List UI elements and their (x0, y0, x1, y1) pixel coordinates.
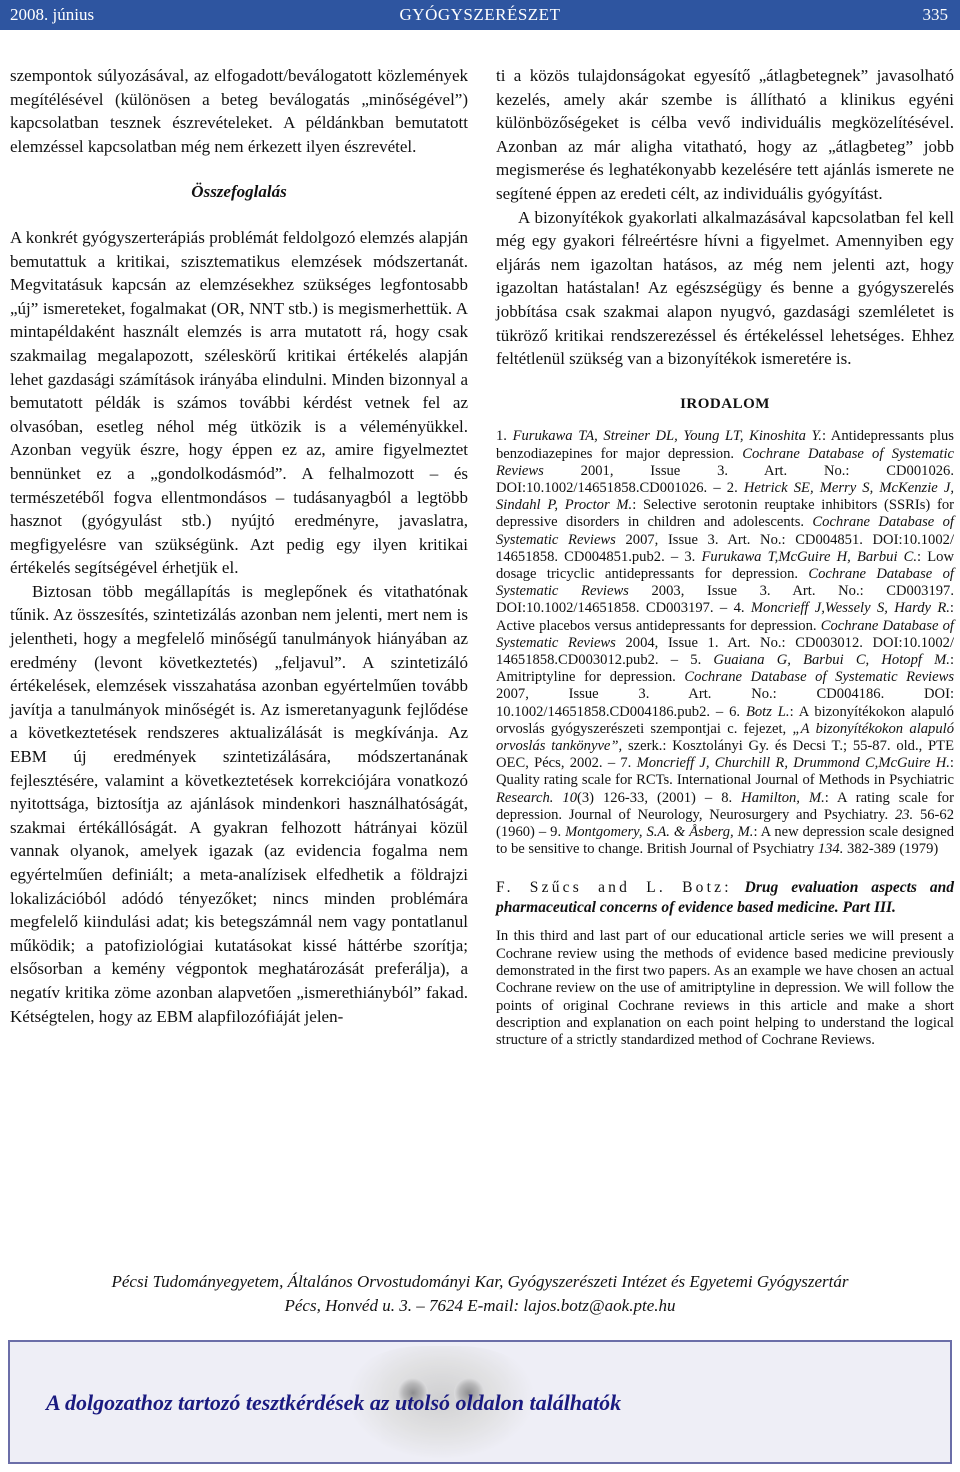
page-number: 335 (922, 5, 948, 24)
paragraph: A bizonyítékok gyakorlati alkalmazásával kapcsolatban fel kell még egy gyakori félreértésre hívni a figyelmet. Amennyiben egy eljárás nem igazoltan hatásos, az még nem jelenti azt, hogy igazoltan hatástalan! Az egészségügy és benne a gyógyszerelés jobbítása csak szakmai alapon nyugvó, gazdasági szemléletet is tükröző kritikai rendszerezéssel és értékeléssel lehetséges. Ehhez feltétlenül szükség van a bizonyítékok ismeretére is. (496, 207, 954, 369)
reference-item: 1. Furukawa TA, Streiner DL, Young LT, Kinoshita Y.: Antidepressants plus benzodiazepines for major depression. Cochrane Database of Systematic Reviews 2001, Issue 3. Art. No.: CD001026. DOI:10.1002/14651858.CD001026. – (496, 428, 954, 496)
summary-authors: F. Szűcs and L. Botz: (496, 879, 732, 897)
references-title: IRODALOM (680, 395, 770, 412)
reference-item: 8. Hamilton, M.: A rating scale for depression. Journal of Neurology, Neurosurgery and Psychiatry. 23. 56-62 (1960) – (496, 789, 955, 840)
issue-date: 2008. június (10, 5, 95, 24)
reference-item: 3. Furukawa T,McGuire H, Barbui C.: Low dosage tricyclic antidepressants for depression. Cochrane Database of Systematic Reviews 2003, Issue 3. Art. No.: CD003197. DOI:10.1002/14651858. CD003197. – (496, 548, 955, 617)
reference-item: 9. Montgomery, S.A. & Åsberg, M.: A new depression scale designed to be sensitive to change. British Journal of Psychiatry 134. 382-389 (1979) (496, 823, 954, 858)
paragraph: A konkrét gyógyszerterápiás problémát feldolgozó elemzés alapján bemutattuk a kritikai, szisztematikus elemzések módszertanát. Megvitatásuk kapcsán az elemzésekhez szükséges legfontosabb „új” ismereteket, fogalmakat (OR, NNT stb.) is megismerhettük. A mintapéldaként használt elemzés is arra mutatott rá, hogy csak szakmailag megalapozott, széleskörű kritikai értékelés alapján lehet gazdasági számítások irányába elindulni. Minden bizonnyal a bemutatott példák is számos további kérdést vetnek fel az olvasóban, esetleg néhol még ütközik is a véleményükkel. Azonban vegyük észre, hogy éppen ez az, amire figyelmeztet bennünket ez a „gondolkodásmód”. A felhalmozott – és természetéből fogva ellentmondásos – tudásanyagból a legtöbb hasznot (gyógyulást stb.) nyújtó eredményre, javaslatra, megfigyelésre van szükségünk. Azt pedig egy ilyen kritikai értékelés segítségével érhetjük el. (10, 227, 468, 578)
english-summary-text: In this third and last part of our educational article series we will present a Cochrane review using the methods of evidence based medicine previously demonstrated in the first two papers. As an example we have chosen an actual Cochrane review on the use of amitriptyline in depression. We will follow the points of original Cochrane reviews in this article and make a short description and explanation on each point helping to understand the logical structure of a strictly standardized method of Cochrane Reviews. (496, 928, 954, 1049)
reference-item: 4. Moncrieff J,Wessely S, Hardy R.: Active placebos versus antidepressants for depression. Cochrane Database of Systematic Reviews 2004, Issue 1. Art. No.: CD003012. DOI:10.1002/ 14651858.CD003012.pub2. – (496, 600, 955, 668)
reference-item: 7. Moncrieff J, Churchill R, Drummond C,McGuire H.: Quality rating scale for RCTs. International Journal of Methods in Psychiatric Research. 10(3) 126-33, (2001) – (496, 755, 954, 806)
reference-list (496, 428, 954, 858)
right-column (496, 64, 954, 1049)
quiz-notice-text: A dolgozathoz tartozó tesztkérdések az utolsó oldalon találhatók (46, 1390, 622, 1415)
section-title: Összefoglalás (191, 182, 287, 202)
left-column (10, 64, 468, 1028)
summary-title: Drug evaluation aspects and pharmaceutical concerns of evidence based medicine. Part III. (496, 879, 955, 917)
journal-name: GYÓGYSZERÉSZET (399, 5, 561, 24)
page-header (0, 0, 960, 30)
paragraph: ti a közös tulajdonságokat egyesítő „átlagbetegnek” javasolható kezelés, amely akár szembe is állítható a klinikus egyéni különbözőségeket is célba vevő individuális megközelítésével. Azonban az már aligha vitatható, hogy az „átlagbeteg” jobb megismerése és leghatékonyabb kezelésére tett ajánlás ismerete ne segítené éppen az eredeti célt, az individuális gyógyítást. (496, 66, 954, 203)
paragraph: Biztosan több megállapítás is meglepőnek és vitathatónak tűnik. Az összesítés, szintetizálás azonban nem jelenti, mert nem is jelentheti, hogy a megfelelő minőségű tanulmányok hiányában az eredmény (levont következtetés) „feljavul”. A szintetizáló értékelések, elemzések visszahatása azonban egyértelműen tovább javítja a tanulmányok minőségét is. Az ismeretanyagunk fejlődése a következtetések rendszeres aktualizálását is megkívánja. Az EBM új eredmények szintetizálására, módszertanának fejlesztésére, valamint a következtetések korrekciójára vonatkozó nyitottsága, biztosítja az ajánlások mindenkori használhatóságát, szakmai értékállóságát. A gyakran felhozott hátrányai közül vannak olyanok, amelyek igazak (az evidencia fogalma nem egyértelműen definiált; a meta-analízisek elfedhetik a földrajzi lokalizációból adódó tényezőket; nincs minden problémára megfelelő kiindulási adat; kis betegszámnál nem vagy pontatlanul működik; a patofiziológiai kutatásokat kissé háttérbe szorítja; elsősorban a kemény végpontok meghatározását preferálja), a negatív kritika zöme azonban alapvetően „ismerethiányból” fakad. Kétségtelen, hogy az EBM alapfilozófiáját jelen- (10, 581, 468, 1026)
quiz-notice-box (8, 1340, 952, 1464)
affiliation-address: Pécs, Honvéd u. 3. – 7624 E-mail: lajos.botz@aok.pte.hu (284, 1296, 676, 1315)
paragraph: szempontok súlyozásával, az elfogadott/beválogatott közlemények megítélésével (különösen a beteg beválogatás „minőségével”) kapcsolatban tesznek észrevételeket. A példánkban bemutatott elemzéssel kapcsolatban még nem érkezett ilyen észrevétel. (10, 66, 468, 156)
reference-item: 5. Guaiana G, Barbui C, Hotopf M.: Amitriptyline for depression. Cochrane Database of Systematic Reviews 2007, Issue 3. Art. No.: CD004186. DOI: 10.1002/14651858.CD004186.pub2. – (496, 651, 954, 720)
author-affiliation (0, 1270, 960, 1318)
reference-item: 6. Botz L.: A bizonyítékokon alapuló orvoslás gyógyszerészeti szempontjai c. fejezet, „A bizonyítékokon alapuló orvoslás tankönyve”, szerk.: Kosztolányi Gy. és Decsi T.; 55-87. old., PTE OEC, Pécs, 2002. – (496, 703, 954, 772)
reference-item: 2. Hetrick SE, Merry S, McKenzie J, Sindahl P, Proctor M.: Selective serotonin reuptake inhibitors (SSRIs) for depressive disorders in children and adolescents. Cochrane Database of Systematic Reviews 2007, Issue 3. Art. No.: CD004851. DOI:10.1002/ 14651858. CD004851.pub2. – (496, 479, 955, 565)
affiliation-line: Pécsi Tudományegyetem, Általános Orvostudományi Kar, Gyógyszerészeti Intézet és Egyetemi Gyógyszertár (111, 1272, 849, 1291)
english-summary-heading (496, 878, 954, 918)
